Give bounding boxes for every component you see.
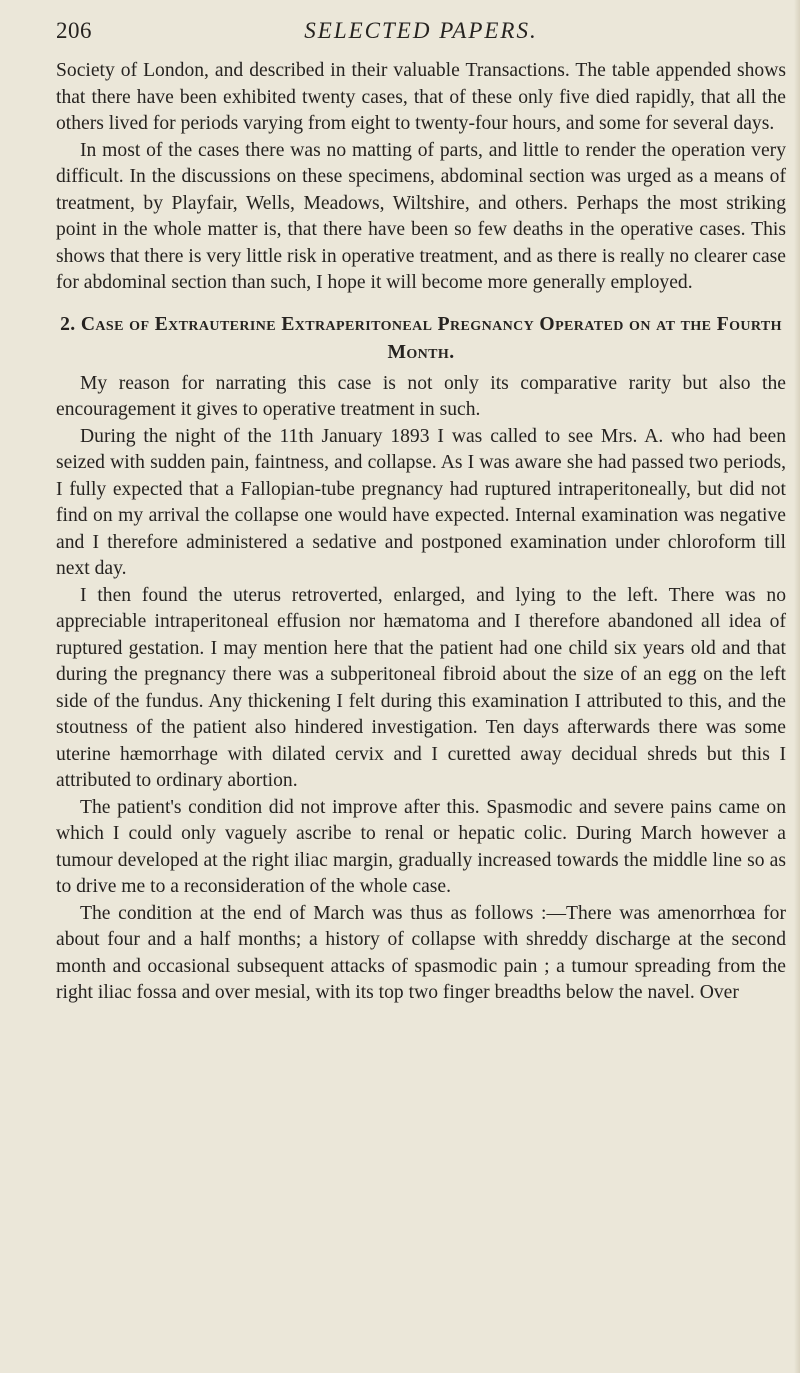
body-paragraph: During the night of the 11th January 1893 I was called to see Mrs. A. who had been seized with sudden pain, faintness, and collapse. As I was aware she had passed two periods, I fully expected that a Fallopian-tube pregnancy had ruptured intraperitoneally, but did not find on my arrival the collapse one would have expected. Internal examination was negative and I therefore administered a sedative and postponed examination under chloroform till next day. [56, 425, 786, 579]
running-title: SELECTED PAPERS. [304, 18, 538, 43]
body-paragraph: The patient's condition did not improve after this. Spasmodic and severe pains came on which I could only vaguely ascribe to renal or hepatic colic. During March however a tumour developed at the right iliac margin, gradually increased towards the middle line so as to drive me to a reconsideration of the whole case. [56, 796, 786, 897]
body-paragraph: In most of the cases there was no matting of parts, and little to render the operation very difficult. In the discussions on these specimens, abdominal section was urged as a means of treatment, by Playfair, Wells, Meadows, Wiltshire, and others. Perhaps the most striking point in the whole matter is, that there have been so few deaths in the operative cases. This shows that there is very little risk in operative treatment, and as there is really no clearer case for abdominal section than such, I hope it will become more generally employed. [56, 139, 786, 293]
page-number: 206 [56, 18, 92, 43]
body-paragraph: My reason for narrating this case is not only its comparative rarity but also the encouragement it gives to operative treatment in such. [56, 372, 786, 420]
body-paragraph: The condition at the end of March was thus as follows :—There was amenorrhœa for about four and a half months; a history of collapse with shreddy discharge at the second month and occasional subsequent attacks of spasmodic pain ; a tumour spreading from the right iliac fossa and over mesial, with its top two finger breadths below the navel. Over [56, 902, 786, 1003]
section-heading: 2. Case of Extrauterine Extraperitoneal Pregnancy Operated on at the Fourth Month. [60, 313, 782, 363]
page-edge-shadow [794, 0, 800, 1373]
book-page [56, 14, 786, 1007]
body-paragraph: Society of London, and described in their valuable Transactions. The table appended shows that there have been exhibited twenty cases, that of these only five died rapidly, that all the others lived for periods varying from eight to twenty-four hours, and some for several days. [56, 60, 786, 134]
page-header [56, 14, 786, 54]
body-paragraph: I then found the uterus retroverted, enlarged, and lying to the left. There was no appreciable intraperitoneal effusion nor hæmatoma and I therefore abandoned all idea of ruptured gestation. I may mention here that the patient had one child six years old and that during the pregnancy there was a subperitoneal fibroid about the size of an egg on the left side of the fundus. Any thickening I felt during this examination I attributed to this, and the stoutness of the patient also hindered investigation. Ten days afterwards there was some uterine hæmorrhage with dilated cervix and I curetted away decidual shreds but this I attributed to ordinary abortion. [56, 584, 786, 791]
